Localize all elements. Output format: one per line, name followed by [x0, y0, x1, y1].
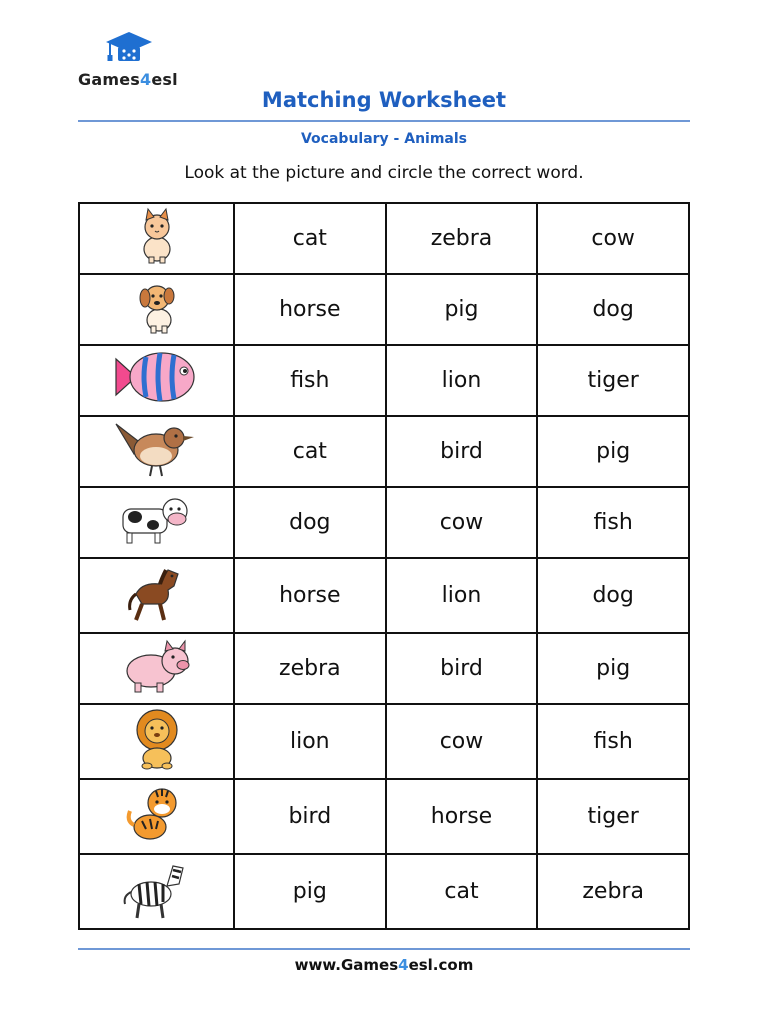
cat-icon: [79, 203, 234, 274]
word-option[interactable]: dog: [537, 274, 689, 345]
worksheet-row: [79, 704, 689, 779]
page-subtitle: Vocabulary - Animals: [300, 131, 468, 147]
fish-icon: [79, 345, 234, 416]
word-option[interactable]: lion: [386, 558, 538, 633]
word-option[interactable]: fish: [234, 345, 386, 416]
word-option[interactable]: cow: [386, 487, 538, 558]
word-option[interactable]: fish: [537, 704, 689, 779]
brand-name: Games4esl: [78, 70, 178, 89]
word-option[interactable]: horse: [234, 274, 386, 345]
word-option[interactable]: lion: [234, 704, 386, 779]
word-option[interactable]: cat: [234, 416, 386, 487]
word-option[interactable]: tiger: [537, 779, 689, 854]
word-option[interactable]: lion: [386, 345, 538, 416]
worksheet-row: [79, 854, 689, 929]
brand-logo: [78, 30, 188, 90]
word-option[interactable]: horse: [234, 558, 386, 633]
word-option[interactable]: cat: [386, 854, 538, 929]
word-option[interactable]: tiger: [537, 345, 689, 416]
zebra-icon: [79, 854, 234, 929]
worksheet-row: [79, 274, 689, 345]
word-option[interactable]: zebra: [234, 633, 386, 704]
cow-icon: [79, 487, 234, 558]
worksheet-row: [79, 203, 689, 274]
instructions: Look at the picture and circle the correct word.: [184, 163, 584, 183]
word-option[interactable]: cat: [234, 203, 386, 274]
worksheet-row: [79, 779, 689, 854]
word-option[interactable]: cow: [537, 203, 689, 274]
pig-icon: [79, 633, 234, 704]
word-option[interactable]: dog: [537, 558, 689, 633]
word-option[interactable]: pig: [234, 854, 386, 929]
footer-url: www.Games4esl.com: [294, 956, 474, 974]
dog-icon: [79, 274, 234, 345]
word-option[interactable]: zebra: [537, 854, 689, 929]
word-option[interactable]: pig: [537, 633, 689, 704]
worksheet-row: [79, 487, 689, 558]
word-option[interactable]: dog: [234, 487, 386, 558]
tiger-icon: [79, 779, 234, 854]
horse-icon: [79, 558, 234, 633]
graduation-cap-icon: [104, 30, 154, 72]
worksheet-table: [78, 202, 690, 930]
word-option[interactable]: bird: [386, 416, 538, 487]
word-option[interactable]: horse: [386, 779, 538, 854]
word-option[interactable]: bird: [386, 633, 538, 704]
worksheet-row: [79, 416, 689, 487]
worksheet-row: [79, 345, 689, 416]
word-option[interactable]: zebra: [386, 203, 538, 274]
worksheet-row: [79, 633, 689, 704]
word-option[interactable]: pig: [537, 416, 689, 487]
page-title: Matching Worksheet: [261, 88, 507, 112]
lion-icon: [79, 704, 234, 779]
worksheet-row: [79, 558, 689, 633]
word-option[interactable]: cow: [386, 704, 538, 779]
word-option[interactable]: bird: [234, 779, 386, 854]
footer-divider: [78, 948, 690, 950]
header-divider: [78, 120, 690, 122]
bird-icon: [79, 416, 234, 487]
word-option[interactable]: fish: [537, 487, 689, 558]
word-option[interactable]: pig: [386, 274, 538, 345]
